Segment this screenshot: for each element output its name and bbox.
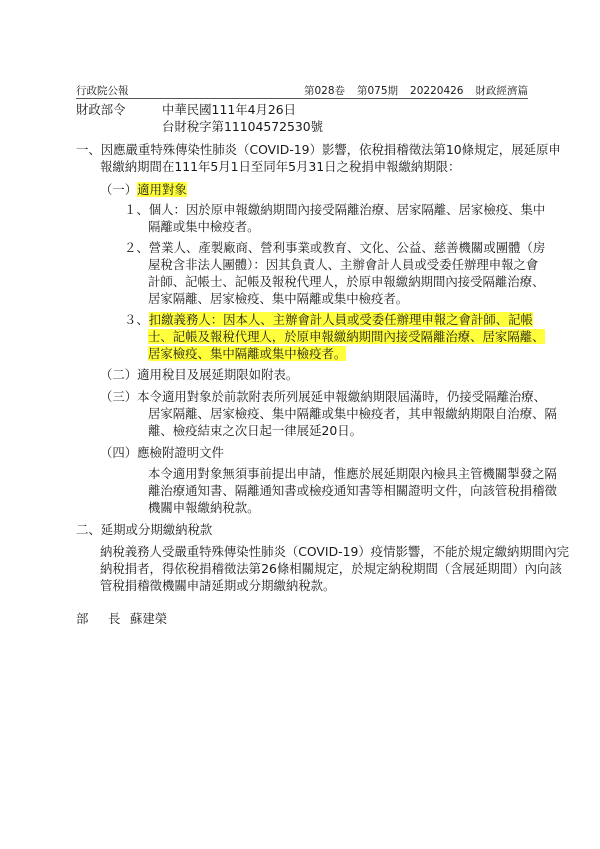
item-3-line-2 [148, 329, 545, 345]
item-3-line-1 [124, 312, 533, 328]
item-2-line-2: 屋稅含非法人團體）：因其負責人、主辦會計人員或受委任辦理申報之會 [148, 257, 539, 272]
gazette-header [76, 84, 528, 99]
agency-name: 財政部令 [76, 102, 126, 117]
item-2-line-3: 計師、記帳士、記帳及報稅代理人，於原申報繳納期間內接受隔離治療、 [148, 274, 545, 289]
item-1-line-2: 隔離或集中檢疫者。 [148, 219, 260, 234]
section-2-line-2: 納稅捐者，得依稅捐稽徵法第26條相關規定，於規定納稅期間（含展延期間）內向該 [100, 561, 562, 576]
issue-number: 第075期 [357, 85, 399, 97]
document-number: 台財稅字第11104572530號 [162, 119, 324, 134]
volume: 第028卷 [303, 85, 345, 97]
item-1-line-1: １、個人：因於原申報繳納期間內接受隔離治療、居家隔離、居家檢疫、集中 [124, 202, 546, 217]
section-1-text: 報繳納期間在111年5月1日至同年5月31日之稅捐申報繳納期限： [100, 159, 461, 174]
signature-name: 蘇建榮 [130, 611, 168, 626]
item-2-line-4: 居家隔離、居家檢疫、集中隔離或集中檢疫者。 [148, 291, 409, 306]
publish-date: 20220426 [410, 85, 464, 97]
subsection-4-line-2: 離治療通知書、隔離通知書或檢疫通知書等相關證明文件，向該管稅捐稽徵 [148, 483, 557, 498]
section-1-heading: 一、因應嚴重特殊傳染性肺炎（COVID-19）影響，依稅捐稽徵法第10條規定，展延原申 [76, 142, 561, 157]
section-2-heading: 二、延期或分期繳納稅款 [76, 522, 213, 537]
subsection-1-title: 適用對象 [137, 182, 187, 197]
item-2-line-1: ２、營業人、產製廠商、營利事業或教育、文化、公益、慈善機關或團體（房 [124, 240, 546, 255]
issue-info [292, 84, 528, 98]
subsection-3-line-3: 離、檢疫結束之次日起一律展延20日。 [148, 423, 363, 438]
item-3-highlight-2: 士、記帳及報稅代理人，於原申報繳納期間內接受隔離治療、居家隔離、 [148, 329, 545, 344]
subsection-1-label: （一） [100, 182, 138, 197]
item-3-number: ３、 [124, 312, 149, 327]
subsection-1-heading [100, 182, 187, 198]
item-3-highlight-1: 扣繳義務人：因本人、主辦會計人員或受委任辦理申報之會計師、記帳 [148, 312, 533, 327]
subsection-3-line-2: 居家隔離、居家檢疫、集中隔離或集中檢疫者，其申報繳納期限自治療、隔 [148, 406, 557, 421]
subsection-4-line-3: 機關申報繳納稅款。 [148, 500, 260, 515]
section-2-line-3: 管稅捐稽徵機關申請延期或分期繳納稅款。 [100, 578, 336, 593]
subsection-2: （二）適用稅目及展延期限如附表。 [100, 367, 299, 382]
signature-title-2: 長 [108, 611, 121, 626]
publication-name: 行政院公報 [76, 85, 129, 97]
section-2-line-1: 納稅義務人受嚴重特殊傳染性肺炎（COVID-19）疫情影響，不能於規定繳納期間內完 [100, 544, 569, 559]
item-3-highlight-3: 居家檢疫、集中隔離或集中檢疫者。 [148, 346, 347, 361]
section-name: 財政經濟篇 [475, 85, 528, 97]
signature-title-1: 部 [76, 611, 89, 626]
item-3-line-3 [148, 346, 346, 362]
subsection-4-heading: （四）應檢附證明文件 [100, 445, 224, 460]
subsection-3-line-1: （三）本令適用對象於前款附表所列展延申報繳納期限屆滿時，仍接受隔離治療、 [100, 389, 547, 404]
subsection-4-line-1: 本令適用對象無須事前提出申請，惟應於展延期限內檢具主管機關掣發之隔 [148, 466, 557, 481]
order-date: 中華民國111年4月26日 [162, 102, 297, 117]
